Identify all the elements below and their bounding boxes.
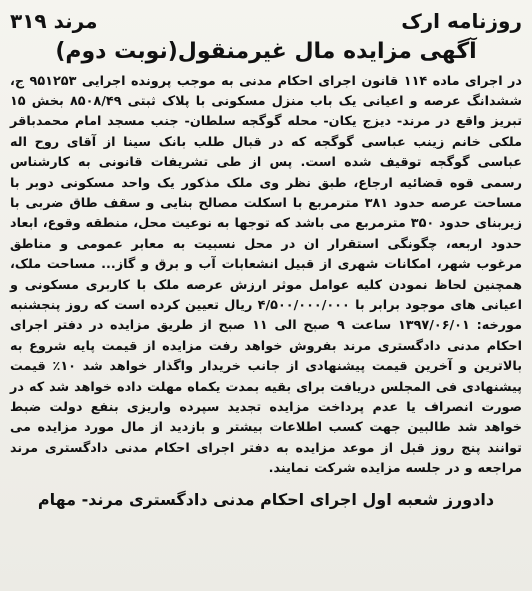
- notice-body: در اجرای ماده ۱۱۴ قانون اجرای احکام مدنی به موجب پرونده اجرایی ۹۵۱۲۵۳ ج، ششدانگ عرصه و اعیانی یک باب منزل مسکونی با پلاک ثبتی ۸۵۰۸/۴۹ بخش ۱۵ تبریز واقع در مرند- دیزج یکان- محله گوگجه سلطان- جنب مسجد امام محمدباقر ملکی خانم زینب عباسی گوگجه که در قبال طلب بانک سینا از آقای روح اله عباسی گوگجه توقیف شده است. پس از طی تشریفات قانونی به کارشناس رسمی قوه قضائیه ارجاع، طبق نظر وی ملک مذکور یک واحد مسکونی دوبر با مساحت عرصه حدود ۳۸۱ مترمربع با اسکلت مصالح بنایی و سقف طاق ضربی با زیربنای حدود ۳۵۰ مترمربع می باشد که توجها به نوعیت محل، منطقه وقوع، ابعاد حدود اربعه، چگونگی استقرار ان در محل نسبیت به معابر عمومی و مناطق مرغوب شهر، امکانات شهری از قبیل انشعابات آب و برق و گاز... مساحت ملک، همچنین لحاظ نمودن کلیه عوامل موثر ارزش عرصه ملک با کاربری مسکونی و اعیانی های موجود برابر با ۴/۵۰۰/۰۰۰/۰۰۰ ریال تعیین کرده است که روز پنجشنبه مورخه: ۱۳۹۷/۰۶/۰۱ ساعت ۹ صبح الی ۱۱ صبح از طریق مزایده در دفتر اجرای احکام مدنی دادگستری مرند بفروش خواهد رفت مزایده از قیمت پایه شروع به بالاترین و آخرین قیمت پیشنهادی از جانب خریدار واگذار خواهد شد ۱۰٪ قیمت پیشنهادی فی المجلس دریافت برای بقیه بمدت یکماه مهلت داده خواهد شد که در صورت انصراف یا عدم پرداخت مزایده تجدید سپرده واریزی بنفع دولت ضبط خواهد شد طالبین جهت کسب اطلاعات بیشتر و بازدید از مال مورد مزایده می توانند پنج روز قبل از موعد مزایده به دفتر اجرای احکام مدنی دادگستری مرند مراجعه و در جلسه مزایده شرکت نمایند.: [10, 73, 523, 477]
- newspaper-name: روزنامه ارک: [401, 9, 522, 33]
- newspaper-header: [10, 6, 522, 36]
- notice-title: آگهی مزایده مال غیرمنقول(نوبت دوم): [55, 39, 477, 64]
- city-and-number: مرند ۳۱۹: [10, 9, 98, 33]
- notice-signature: دادورز شعبه اول اجرای احکام مدنی دادگستری مرند- مهام: [37, 489, 495, 509]
